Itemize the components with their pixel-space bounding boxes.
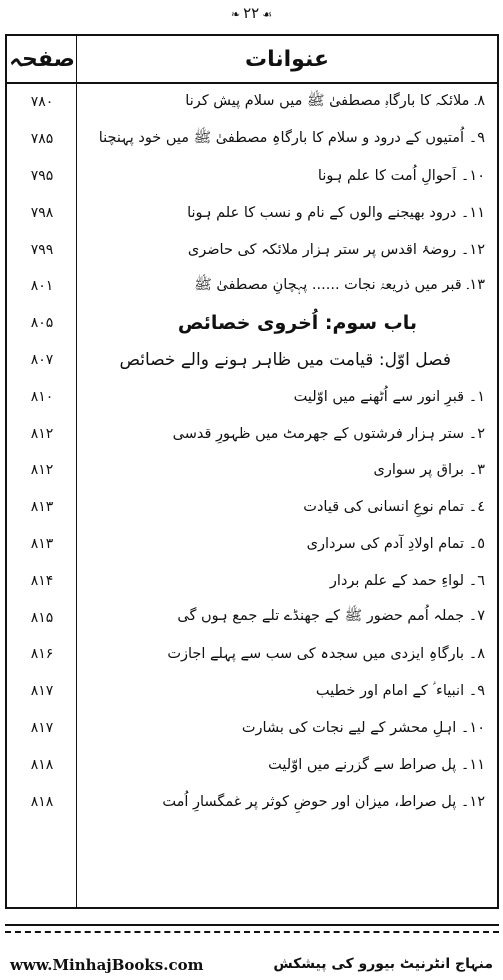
page-heading: صفحہ — [9, 46, 75, 72]
toc-row[interactable] — [7, 231, 497, 268]
toc-row-page: ۸۰۷ — [30, 351, 54, 368]
footer-rule-solid — [5, 924, 499, 926]
toc-row-title: ٧۔ جملہ اُمم حضور ﷺ کے جھنڈے تلے جمع ہوں گی — [177, 608, 485, 625]
ornament-left-icon: ❧ — [230, 8, 241, 21]
toc-row[interactable] — [7, 710, 497, 747]
table-of-contents — [5, 34, 499, 909]
toc-row-page: ۷۸۵ — [30, 131, 54, 148]
toc-row-page: ۸۱۵ — [30, 609, 54, 626]
toc-row[interactable] — [7, 599, 497, 636]
toc-row-page: ۸۱۷ — [30, 719, 54, 736]
toc-row-title: ٩۔ انبیاء ؑ کے امام اور خطیب — [315, 683, 485, 700]
toc-row-title: ١۔ قبرِ انور سے اُٹھنے میں اوّلیت — [293, 388, 485, 405]
toc-row-page: ۸۱۲ — [30, 425, 54, 442]
toc-row-page: ۷۸۰ — [30, 94, 54, 111]
publisher-credit: منہاج انٹرنیٹ بیورو کی پیشکش — [273, 956, 493, 972]
toc-row-title: ٦۔ لواءِ حمد کے علم بردار — [329, 572, 485, 589]
toc-row[interactable] — [7, 378, 497, 415]
toc-row-title: ٤۔ تمام نوعِ انسانی کی قیادت — [303, 499, 485, 516]
toc-row-title: ٣۔ براق پر سواری — [373, 462, 485, 479]
toc-row-page: ۸۱۴ — [30, 572, 54, 589]
toc-row-title: ١٣۔ قبر میں ذریعۂ نجات ...... پہچانِ مصطفیٰ ﷺ — [194, 276, 485, 293]
topics-heading: عنوانات — [245, 46, 329, 72]
toc-header — [7, 36, 497, 84]
toc-row-title: ١٢۔ پل صراط، میزان اور حوضِ کوثر پر غمگسارِ اُمت — [162, 793, 485, 810]
toc-row-page: ۷۹۸ — [30, 204, 54, 221]
toc-row[interactable] — [7, 746, 497, 783]
toc-row-page: ۸۱۶ — [30, 646, 54, 663]
toc-row[interactable] — [7, 452, 497, 489]
toc-row[interactable] — [7, 415, 497, 452]
toc-row[interactable] — [7, 84, 497, 121]
toc-row-page: ۸۱۲ — [30, 462, 54, 479]
page-number — [0, 4, 503, 22]
toc-row-title: ١٠۔ اہلِ محشر کے لیے نجات کی بشارت — [241, 719, 485, 736]
toc-row-page: ۸۱۸ — [30, 793, 54, 810]
toc-row[interactable] — [7, 158, 497, 195]
toc-row[interactable] — [7, 194, 497, 231]
toc-row-title: ٥۔ تمام اولادِ آدم کی سرداری — [306, 535, 485, 552]
ornament-right-icon: ☙ — [262, 8, 273, 21]
toc-row-title: ٨۔ ملائکہ کا بارگاہِ مصطفیٰ ﷺ میں سلام پیش کرنا — [185, 92, 485, 109]
toc-row-page: ۷۹۵ — [30, 167, 54, 184]
toc-row-title: ٢۔ ستر ہزار فرشتوں کے جھرمٹ میں ظہورِ قدسی — [172, 425, 485, 442]
toc-rows — [7, 84, 497, 820]
toc-row[interactable] — [7, 673, 497, 710]
footer-rule-dashed — [5, 931, 499, 933]
toc-row[interactable] — [7, 783, 497, 820]
toc-row-page: ۷۹۹ — [30, 241, 54, 258]
toc-row-title: ١٢۔ روضۂ اقدس پر ستر ہزار ملائکہ کی حاضری — [187, 241, 485, 258]
toc-row-title: باب سوم: اُخروی خصائص — [177, 312, 417, 335]
toc-row-title: ١١۔ درود بھیجنے والوں کے نام و نسب کا علم ہونا — [187, 204, 485, 221]
toc-row[interactable] — [7, 268, 497, 305]
toc-row-title: ٩۔ اُمتیوں کے درود و سلام کا بارگاہِ مصطفیٰ ﷺ میں خود پہنچنا — [98, 129, 485, 146]
toc-row[interactable] — [7, 489, 497, 526]
toc-row[interactable] — [7, 526, 497, 563]
toc-row-page: ۸۱۳ — [30, 499, 54, 516]
toc-row-title: فصل اوّل: قیامت میں ظاہر ہونے والے خصائص — [119, 350, 451, 371]
toc-row[interactable] — [7, 342, 497, 379]
toc-row[interactable] — [7, 562, 497, 599]
toc-row-page: ۸۱۸ — [30, 756, 54, 773]
website-link[interactable]: www.MinhajBooks.com — [10, 956, 204, 974]
toc-row-page: ۸۱۷ — [30, 683, 54, 700]
toc-row-page: ۸۰۵ — [30, 315, 54, 332]
toc-row-title: ١٠۔ اَحوالِ اُمت کا علم ہونا — [317, 167, 485, 184]
toc-row[interactable] — [7, 305, 497, 342]
toc-row-title: ٨۔ بارگاہِ ایزدی میں سجدہ کی سب سے پہلے اجازت — [167, 646, 485, 663]
toc-row[interactable] — [7, 121, 497, 158]
toc-row-page: ۸۱۰ — [30, 388, 54, 405]
toc-row[interactable] — [7, 636, 497, 673]
toc-row-page: ۸۰۱ — [30, 278, 54, 295]
toc-row-page: ۸۱۳ — [30, 535, 54, 552]
toc-row-title: ١١۔ پل صراط سے گزرنے میں اوّلیت — [268, 756, 485, 773]
page-number-text: ۲۲ — [243, 4, 260, 22]
